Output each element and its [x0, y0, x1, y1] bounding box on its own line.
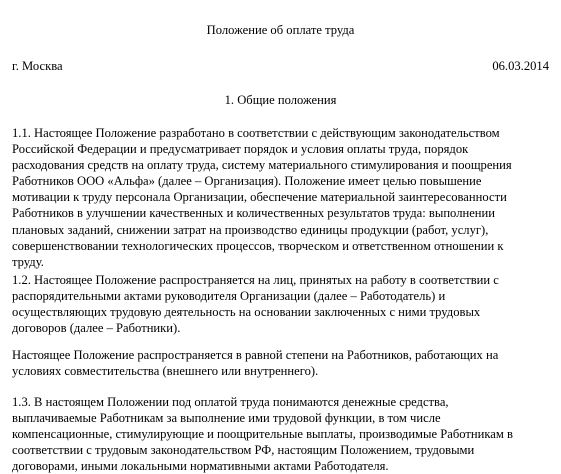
document-city: г. Москва [12, 59, 63, 73]
paragraph-line: труду. [12, 254, 44, 269]
paragraph-line: совершенствовании технологических процессов, творческом и ответственном отношении к [12, 238, 504, 253]
paragraph-line: компенсационные, стимулирующие и поощрительные выплаты, производимые Работникам в [12, 427, 513, 442]
section-heading: 1. Общие положения [224, 93, 337, 107]
paragraph-line: мотивации к труду персонала Организации, обеспечение материальной заинтересованности [12, 190, 507, 205]
paragraph-line: расходования средств на оплату труда, систему материального стимулирования и поощрения [12, 158, 512, 173]
paragraph-line: распорядительными актами руководителя Организации (далее – Работодатель) и [12, 289, 446, 304]
paragraph-1-3 [12, 394, 557, 474]
paragraph-line: осуществляющих трудовую деятельность на основании заключенных с ними трудовых [12, 305, 481, 320]
paragraph-line: соответствии с трудовым законодательством РФ, настоящим Положением, трудовыми [12, 443, 475, 458]
paragraph-line: Настоящее Положение распространяется в равной степени на Работников, работающих на [12, 348, 499, 362]
paragraph-line: 1.2. Настоящее Положение распространяется на лиц, принятых на работу в соответствии с [12, 273, 499, 287]
paragraph-line: 1.3. В настоящем Положении под оплатой труда понимаются денежные средства, [12, 395, 449, 409]
paragraph-line: Работников в улучшении качественных и количественных результатов труда: выполнении [12, 206, 496, 221]
document-date: 06.03.2014 [492, 59, 549, 73]
paragraph-line: 1.1. Настоящее Положение разработано в соответствии с действующим законодательством [12, 126, 500, 140]
paragraph-1-2 [12, 272, 557, 336]
paragraph-line: Работников ООО «Альфа» (далее – Организация). Положение имеет целью повышение [12, 174, 482, 189]
paragraph-line: условиях совместительства (внешнего или внутреннего). [12, 364, 319, 379]
paragraph-line: договоров (далее – Работники). [12, 321, 181, 336]
paragraph-line: выплачиваемые Работникам за выполнение ими трудовой функции, в том числе [12, 411, 441, 426]
paragraph-line: плановых заданий, снижении затрат на производство единицы продукции (работ, услуг), [12, 222, 489, 237]
paragraph-1-1 [12, 125, 557, 270]
paragraph-line: Российской Федерации и предусматривает порядок и условия оплаты труда, порядок [12, 142, 469, 157]
paragraph-line: договорами, иными локальными нормативными актами Работодателя. [12, 459, 389, 474]
document-title: Положение об оплате труда [206, 23, 355, 37]
paragraph-part-time [12, 347, 557, 379]
